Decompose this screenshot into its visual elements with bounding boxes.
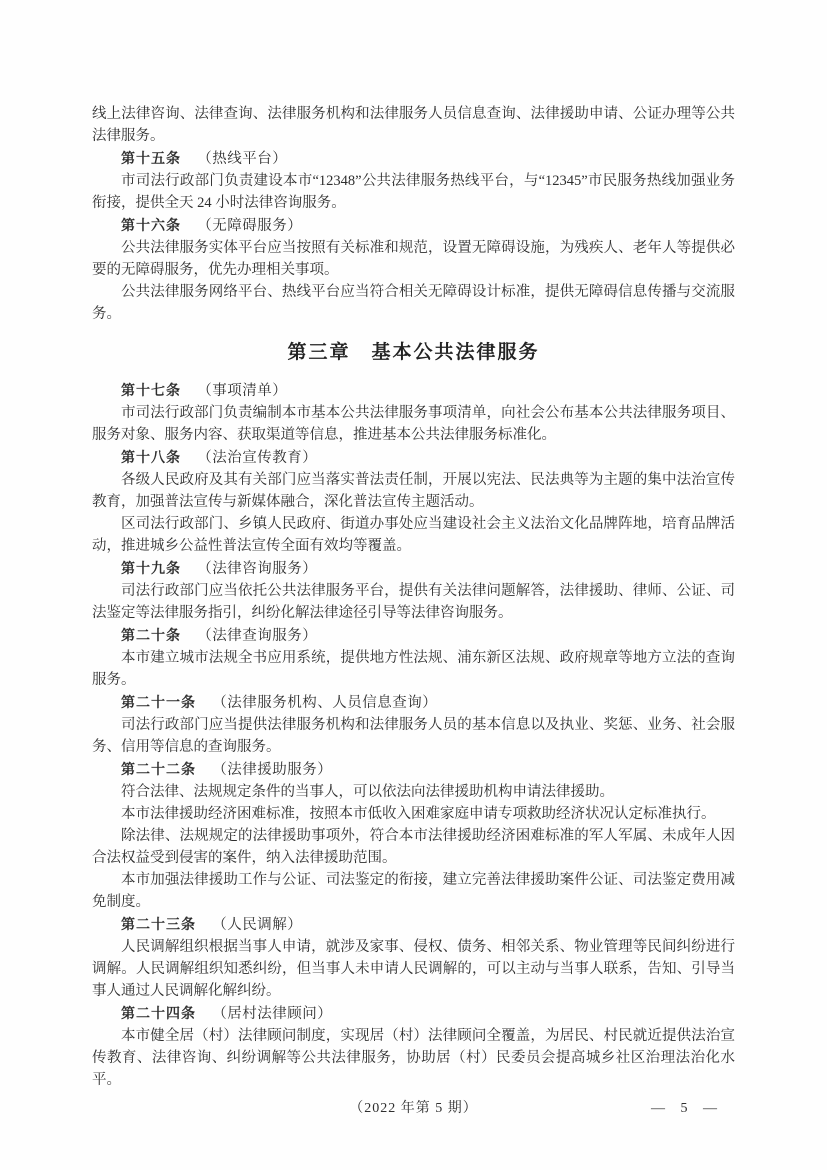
continued-paragraph: 线上法律咨询、法律查询、法律服务机构和法律服务人员信息查询、法律援助申请、公证办理等公共法律服务。 bbox=[92, 106, 735, 144]
article-title: （法律咨询服务） bbox=[197, 561, 318, 577]
body-paragraph: 市司法行政部门负责建设本市“12348”公共法律服务热线平台，与“12345”市民服务热线加强业务衔接，提供全天 24 小时法律咨询服务。 bbox=[92, 173, 735, 211]
article-heading-23 bbox=[92, 913, 735, 936]
article-number: 第十六条 bbox=[121, 217, 181, 233]
article-title: （无障碍服务） bbox=[197, 218, 303, 234]
article-number: 第二十二条 bbox=[121, 761, 196, 777]
article-heading-22 bbox=[92, 758, 735, 781]
article-number: 第二十一条 bbox=[121, 694, 196, 710]
body-paragraph: 本市健全居（村）法律顾问制度，实现居（村）法律顾问全覆盖，为居民、村民就近提供法治宣传教育、法律咨询、纠纷调解等公共法律服务，协助居（村）民委员会提高城乡社区治理法治化水平。 bbox=[92, 1028, 735, 1088]
article-heading-15 bbox=[92, 147, 735, 170]
article-number: 第二十四条 bbox=[121, 1005, 196, 1021]
page-number: — 5 — bbox=[651, 1101, 723, 1116]
article-number: 第十七条 bbox=[121, 382, 181, 398]
body-paragraph: 除法律、法规规定的法律援助事项外，符合本市法律援助经济困难标准的军人军属、未成年人因合法权益受到侵害的案件，纳入法律援助范围。 bbox=[92, 828, 735, 866]
body-paragraph: 本市法律援助经济困难标准，按照本市低收入困难家庭申请专项救助经济状况认定标准执行。 bbox=[121, 806, 716, 822]
body-paragraph: 区司法行政部门、乡镇人民政府、街道办事处应当建设社会主义法治文化品牌阵地，培育品牌活动，推进城乡公益性普法宣传全面有效均等覆盖。 bbox=[92, 516, 735, 554]
article-title: （法律援助服务） bbox=[212, 762, 333, 778]
article-number: 第十八条 bbox=[121, 449, 181, 465]
article-number: 第二十条 bbox=[121, 627, 181, 643]
article-heading-21 bbox=[92, 691, 735, 714]
article-heading-19 bbox=[92, 557, 735, 580]
page-footer bbox=[92, 1098, 735, 1120]
article-heading-24 bbox=[92, 1002, 735, 1025]
body-paragraph: 本市建立城市法规全书应用系统，提供地方性法规、浦东新区法规、政府规章等地方立法的查询服务。 bbox=[92, 650, 735, 688]
article-heading-18 bbox=[92, 446, 735, 469]
article-title: （法治宣传教育） bbox=[197, 450, 318, 466]
body-paragraph: 公共法律服务网络平台、热线平台应当符合相关无障碍设计标准，提供无障碍信息传播与交流服务。 bbox=[92, 284, 735, 322]
body-paragraph: 各级人民政府及其有关部门应当落实普法责任制，开展以宪法、民法典等为主题的集中法治宣传教育，加强普法宣传与新媒体融合，深化普法宣传主题活动。 bbox=[92, 472, 735, 510]
page-content bbox=[92, 103, 735, 1120]
article-heading-20 bbox=[92, 624, 735, 647]
body-paragraph: 司法行政部门应当依托公共法律服务平台，提供有关法律问题解答，法律援助、律师、公证、司法鉴定等法律服务指引，纠纷化解法律途径引导等法律咨询服务。 bbox=[92, 583, 735, 621]
article-title: （人民调解） bbox=[212, 917, 303, 933]
body-paragraph: 本市加强法律援助工作与公证、司法鉴定的衔接，建立完善法律援助案件公证、司法鉴定费用减免制度。 bbox=[92, 872, 735, 910]
article-title: （法律查询服务） bbox=[197, 628, 318, 644]
article-title: （法律服务机构、人员信息查询） bbox=[212, 695, 438, 711]
body-paragraph: 司法行政部门应当提供法律服务机构和法律服务人员的基本信息以及执业、奖惩、业务、社会服务、信用等信息的查询服务。 bbox=[92, 717, 735, 755]
body-paragraph: 公共法律服务实体平台应当按照有关标准和规范，设置无障碍设施，为残疾人、老年人等提供必要的无障碍服务，优先办理相关事项。 bbox=[92, 240, 735, 278]
body-paragraph: 符合法律、法规规定条件的当事人，可以依法向法律援助机构申请法律援助。 bbox=[121, 784, 614, 800]
article-title: （事项清单） bbox=[197, 383, 288, 399]
body-paragraph: 人民调解组织根据当事人申请，就涉及家事、侵权、债务、相邻关系、物业管理等民间纠纷进行调解。人民调解组织知悉纠纷，但当事人未申请人民调解的，可以主动与当事人联系，告知、引导当事人通过人民调解化解纠纷。 bbox=[92, 939, 735, 999]
article-number: 第二十三条 bbox=[121, 916, 196, 932]
issue-label: （2022 年第 5 期） bbox=[349, 1101, 478, 1116]
article-heading-16 bbox=[92, 214, 735, 237]
article-number: 第十五条 bbox=[121, 150, 181, 166]
article-heading-17 bbox=[92, 379, 735, 402]
article-number: 第十九条 bbox=[121, 560, 181, 576]
chapter-heading: 第三章 基本公共法律服务 bbox=[287, 342, 540, 363]
body-paragraph: 市司法行政部门负责编制本市基本公共法律服务事项清单，向社会公布基本公共法律服务项目、服务对象、服务内容、获取渠道等信息，推进基本公共法律服务标准化。 bbox=[92, 405, 735, 443]
article-title: （热线平台） bbox=[197, 151, 288, 167]
article-title: （居村法律顾问） bbox=[212, 1006, 333, 1022]
